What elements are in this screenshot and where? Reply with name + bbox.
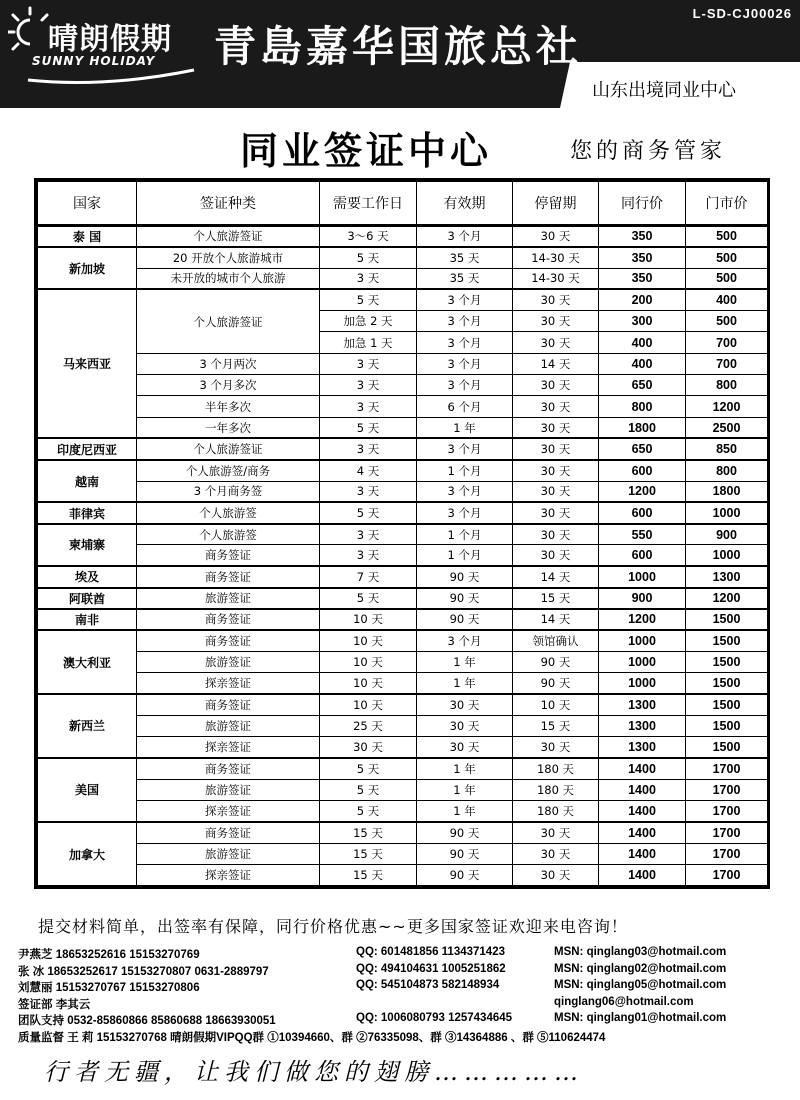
header	[0, 0, 800, 108]
table-row	[38, 566, 768, 587]
validity-cell: 3 个月	[417, 375, 513, 396]
workdays-cell: 4 天	[320, 460, 417, 481]
retail-price-cell: 1700	[686, 864, 768, 885]
visa-type-cell: 个人旅游签证	[137, 226, 320, 247]
slogan: 您的商务管家	[570, 139, 727, 164]
table-row	[38, 630, 768, 651]
visa-type-cell: 旅游签证	[137, 651, 320, 672]
visa-type-cell: 20 开放个人旅游城市	[137, 247, 320, 268]
table-row	[38, 353, 768, 374]
contact-name-phone: 刘慧丽 15153270767 15153270806	[18, 982, 200, 994]
stay-cell: 180 天	[513, 758, 599, 779]
validity-cell: 30 天	[417, 694, 513, 715]
table-row	[38, 588, 768, 609]
visa-type-cell: 探亲签证	[137, 673, 320, 694]
stay-cell: 15 天	[513, 588, 599, 609]
country-cell: 越南	[38, 460, 137, 503]
visa-type-cell: 半年多次	[137, 396, 320, 417]
visa-type-cell: 旅游签证	[137, 715, 320, 736]
table-row	[38, 673, 768, 694]
visa-type-cell: 个人旅游签证	[137, 289, 320, 353]
workdays-cell: 3 天	[320, 545, 417, 566]
retail-price-cell: 1500	[686, 715, 768, 736]
trade-price-cell: 900	[599, 588, 686, 609]
visa-type-cell: 商务签证	[137, 545, 320, 566]
table-row	[38, 502, 768, 523]
visa-type-cell: 商务签证	[137, 609, 320, 630]
contact-name-phone: 张 冰 18653252617 15153270807 0631-2889797	[18, 965, 269, 978]
trade-price-cell: 1400	[599, 801, 686, 822]
retail-price-cell: 700	[686, 332, 768, 353]
country-cell: 澳大利亚	[38, 630, 137, 694]
workdays-cell: 5 天	[320, 417, 417, 438]
logo-text-cn: 晴朗假期	[48, 22, 172, 57]
table-row	[38, 758, 768, 779]
column-header: 同行价	[599, 182, 686, 226]
validity-cell: 1 年	[417, 673, 513, 694]
workdays-cell: 5 天	[320, 502, 417, 523]
retail-price-cell: 1500	[686, 737, 768, 758]
contact-row	[18, 1012, 788, 1029]
visa-type-cell: 探亲签证	[137, 801, 320, 822]
logo-text-en: SUNNY HOLIDAY	[32, 54, 156, 68]
visa-type-cell: 商务签证	[137, 630, 320, 651]
stay-cell: 30 天	[513, 822, 599, 843]
country-cell: 菲律宾	[38, 502, 137, 523]
stay-cell: 30 天	[513, 289, 599, 310]
workdays-cell: 3～6 天	[320, 226, 417, 247]
trade-price-cell: 650	[599, 375, 686, 396]
stay-cell: 30 天	[513, 396, 599, 417]
validity-cell: 1 年	[417, 801, 513, 822]
retail-price-cell: 700	[686, 353, 768, 374]
table-row	[38, 268, 768, 289]
contact-qq: QQ: 494104631 1005251862	[356, 962, 506, 975]
stay-cell: 180 天	[513, 779, 599, 800]
page-title: 同业签证中心	[240, 128, 493, 173]
validity-cell: 6 个月	[417, 396, 513, 417]
workdays-cell: 10 天	[320, 673, 417, 694]
workdays-cell: 10 天	[320, 609, 417, 630]
contact-row	[18, 1029, 788, 1046]
stay-cell: 14-30 天	[513, 247, 599, 268]
workdays-cell: 加急 2 天	[320, 311, 417, 332]
workdays-cell: 10 天	[320, 651, 417, 672]
stay-cell: 15 天	[513, 715, 599, 736]
retail-price-cell: 2500	[686, 417, 768, 438]
country-cell: 埃及	[38, 566, 137, 587]
contact-row	[18, 946, 788, 963]
workdays-cell: 7 天	[320, 566, 417, 587]
validity-cell: 3 个月	[417, 438, 513, 459]
contact-qq: QQ: 601481856 1134371423	[356, 946, 505, 958]
trade-price-cell: 650	[599, 438, 686, 459]
table-row	[38, 737, 768, 758]
table-row	[38, 801, 768, 822]
table-header-row	[38, 182, 768, 226]
visa-type-cell: 旅游签证	[137, 779, 320, 800]
table-row	[38, 779, 768, 800]
validity-cell: 1 个月	[417, 524, 513, 545]
validity-cell: 90 天	[417, 588, 513, 609]
motto: 行者无疆，让我们做您的翅膀……………	[44, 1058, 584, 1086]
workdays-cell: 5 天	[320, 801, 417, 822]
workdays-cell: 加急 1 天	[320, 332, 417, 353]
retail-price-cell: 500	[686, 311, 768, 332]
stay-cell: 90 天	[513, 651, 599, 672]
workdays-cell: 15 天	[320, 843, 417, 864]
workdays-cell: 10 天	[320, 694, 417, 715]
retail-price-cell: 1500	[686, 609, 768, 630]
trade-price-cell: 350	[599, 226, 686, 247]
visa-type-cell: 3 个月两次	[137, 353, 320, 374]
trade-price-cell: 200	[599, 289, 686, 310]
logo-swoosh	[26, 66, 196, 86]
trade-price-cell: 400	[599, 353, 686, 374]
visa-type-cell: 个人旅游签	[137, 524, 320, 545]
retail-price-cell: 800	[686, 375, 768, 396]
contact-name-phone: 尹燕芝 18653252616 15153270769	[18, 949, 200, 961]
visa-type-cell: 旅游签证	[137, 843, 320, 864]
validity-cell: 3 个月	[417, 311, 513, 332]
validity-cell: 30 天	[417, 737, 513, 758]
retail-price-cell: 1000	[686, 502, 768, 523]
trade-price-cell: 1200	[599, 481, 686, 502]
retail-price-cell: 1500	[686, 651, 768, 672]
table-row	[38, 715, 768, 736]
visa-type-cell: 探亲签证	[137, 864, 320, 885]
contact-qq: QQ: 1006080793 1257434645	[356, 1012, 513, 1024]
country-cell: 印度尼西亚	[38, 438, 137, 459]
retail-price-cell: 1300	[686, 566, 768, 587]
table-body	[38, 226, 768, 886]
promo-text: 提交材料简单，出签率有保障，同行价格优惠~~更多国家签证欢迎来电咨询！	[38, 917, 628, 936]
trade-price-cell: 350	[599, 268, 686, 289]
stay-cell: 30 天	[513, 438, 599, 459]
column-header: 国家	[38, 182, 137, 226]
stay-cell: 30 天	[513, 545, 599, 566]
retail-price-cell: 1700	[686, 822, 768, 843]
retail-price-cell: 900	[686, 524, 768, 545]
retail-price-cell: 850	[686, 438, 768, 459]
table-row	[38, 396, 768, 417]
visa-type-cell: 一年多次	[137, 417, 320, 438]
workdays-cell: 5 天	[320, 758, 417, 779]
stay-cell: 30 天	[513, 737, 599, 758]
stay-cell: 30 天	[513, 481, 599, 502]
validity-cell: 90 天	[417, 822, 513, 843]
table-row	[38, 438, 768, 459]
workdays-cell: 3 天	[320, 375, 417, 396]
country-cell: 加拿大	[38, 822, 137, 886]
visa-type-cell: 商务签证	[137, 566, 320, 587]
retail-price-cell: 1700	[686, 801, 768, 822]
stay-cell: 90 天	[513, 673, 599, 694]
visa-type-cell: 个人旅游签证	[137, 438, 320, 459]
logo	[8, 6, 208, 86]
validity-cell: 90 天	[417, 609, 513, 630]
table-row	[38, 864, 768, 885]
workdays-cell: 5 天	[320, 289, 417, 310]
validity-cell: 35 天	[417, 268, 513, 289]
validity-cell: 1 个月	[417, 545, 513, 566]
country-cell: 泰 国	[38, 226, 137, 247]
table-row	[38, 694, 768, 715]
column-header: 需要工作日	[320, 182, 417, 226]
table-row	[38, 226, 768, 247]
visa-type-cell: 商务签证	[137, 822, 320, 843]
table-row	[38, 609, 768, 630]
retail-price-cell: 1800	[686, 481, 768, 502]
workdays-cell: 3 天	[320, 396, 417, 417]
visa-type-cell: 商务签证	[137, 758, 320, 779]
trade-price-cell: 800	[599, 396, 686, 417]
contact-msn: MSN: qinglang05@hotmail.com	[554, 979, 727, 991]
visa-type-cell: 未开放的城市个人旅游	[137, 268, 320, 289]
trade-price-cell: 1400	[599, 758, 686, 779]
visa-type-cell: 3 个月多次	[137, 375, 320, 396]
trade-price-cell: 350	[599, 247, 686, 268]
retail-price-cell: 1700	[686, 758, 768, 779]
table-row	[38, 843, 768, 864]
validity-cell: 1 年	[417, 779, 513, 800]
visa-type-cell: 3 个月商务签	[137, 481, 320, 502]
contact-name-phone: 签证部 李其云	[18, 998, 91, 1011]
workdays-cell: 15 天	[320, 822, 417, 843]
stay-cell: 14 天	[513, 609, 599, 630]
stay-cell: 30 天	[513, 864, 599, 885]
trade-price-cell: 600	[599, 460, 686, 481]
contacts	[18, 946, 788, 1045]
contact-qq: QQ: 545104873 582148934	[356, 979, 500, 991]
retail-price-cell: 1500	[686, 630, 768, 651]
trade-price-cell: 1000	[599, 630, 686, 651]
column-header: 有效期	[417, 182, 513, 226]
workdays-cell: 3 天	[320, 524, 417, 545]
trade-price-cell: 300	[599, 311, 686, 332]
workdays-cell: 3 天	[320, 353, 417, 374]
workdays-cell: 3 天	[320, 268, 417, 289]
stay-cell: 领馆确认	[513, 630, 599, 651]
retail-price-cell: 1200	[686, 396, 768, 417]
retail-price-cell: 400	[686, 289, 768, 310]
workdays-cell: 10 天	[320, 630, 417, 651]
validity-cell: 90 天	[417, 843, 513, 864]
contact-msn: MSN: qinglang03@hotmail.com	[554, 946, 727, 958]
stay-cell: 180 天	[513, 801, 599, 822]
contact-msn: qinglang06@hotmail.com	[554, 995, 694, 1008]
retail-price-cell: 1700	[686, 779, 768, 800]
trade-price-cell: 1800	[599, 417, 686, 438]
title-row	[0, 114, 800, 174]
company-name: 青島嘉华国旅总社	[214, 22, 583, 71]
visa-type-cell: 探亲签证	[137, 737, 320, 758]
stay-cell: 30 天	[513, 311, 599, 332]
table-row	[38, 822, 768, 843]
visa-type-cell: 个人旅游签/商务	[137, 460, 320, 481]
contact-row	[18, 963, 788, 980]
workdays-cell: 30 天	[320, 737, 417, 758]
retail-price-cell: 800	[686, 460, 768, 481]
table-row	[38, 481, 768, 502]
column-header: 门市价	[686, 182, 768, 226]
validity-cell: 90 天	[417, 864, 513, 885]
visa-type-cell: 个人旅游签	[137, 502, 320, 523]
validity-cell: 3 个月	[417, 630, 513, 651]
workdays-cell: 25 天	[320, 715, 417, 736]
stay-cell: 30 天	[513, 524, 599, 545]
contact-msn: MSN: qinglang02@hotmail.com	[554, 962, 727, 975]
workdays-cell: 3 天	[320, 481, 417, 502]
retail-price-cell: 1500	[686, 673, 768, 694]
trade-price-cell: 1300	[599, 694, 686, 715]
table-row	[38, 524, 768, 545]
trade-price-cell: 1200	[599, 609, 686, 630]
trade-price-cell: 400	[599, 332, 686, 353]
country-cell: 阿联酋	[38, 588, 137, 609]
visa-type-cell: 旅游签证	[137, 588, 320, 609]
contact-name-phone: 质量监督 王 莉 15153270768 晴朗假期VIPQQ群 ①10394660、群 ②76335098、群 ③14364886 、群 ⑤110624474	[18, 1031, 606, 1044]
retail-price-cell: 1500	[686, 694, 768, 715]
country-cell: 新加坡	[38, 247, 137, 290]
stay-cell: 30 天	[513, 332, 599, 353]
validity-cell: 1 年	[417, 758, 513, 779]
table-row	[38, 651, 768, 672]
workdays-cell: 5 天	[320, 247, 417, 268]
trade-price-cell: 1400	[599, 779, 686, 800]
stay-cell: 14-30 天	[513, 268, 599, 289]
validity-cell: 3 个月	[417, 332, 513, 353]
validity-cell: 1 个月	[417, 460, 513, 481]
stay-cell: 30 天	[513, 843, 599, 864]
contact-row	[18, 996, 788, 1013]
workdays-cell: 5 天	[320, 779, 417, 800]
table-row	[38, 375, 768, 396]
table-row	[38, 247, 768, 268]
trade-price-cell: 1300	[599, 737, 686, 758]
column-header: 签证种类	[137, 182, 320, 226]
trade-price-cell: 1000	[599, 566, 686, 587]
stay-cell: 30 天	[513, 417, 599, 438]
workdays-cell: 15 天	[320, 864, 417, 885]
retail-price-cell: 1700	[686, 843, 768, 864]
validity-cell: 90 天	[417, 566, 513, 587]
column-header: 停留期	[513, 182, 599, 226]
retail-price-cell: 500	[686, 247, 768, 268]
stay-cell: 30 天	[513, 226, 599, 247]
table-row	[38, 460, 768, 481]
stay-cell: 30 天	[513, 460, 599, 481]
country-cell: 马来西亚	[38, 289, 137, 438]
validity-cell: 3 个月	[417, 353, 513, 374]
validity-cell: 30 天	[417, 715, 513, 736]
validity-cell: 3 个月	[417, 502, 513, 523]
trade-price-cell: 600	[599, 545, 686, 566]
license-code: L-SD-CJ00026	[692, 6, 792, 21]
header-subtitle: 山东出境同业中心	[592, 80, 736, 101]
trade-price-cell: 1300	[599, 715, 686, 736]
validity-cell: 35 天	[417, 247, 513, 268]
country-cell: 柬埔寨	[38, 524, 137, 567]
contact-msn: MSN: qinglang01@hotmail.com	[554, 1012, 727, 1024]
retail-price-cell: 1000	[686, 545, 768, 566]
table-row	[38, 545, 768, 566]
country-cell: 美国	[38, 758, 137, 822]
table-row	[38, 289, 768, 310]
workdays-cell: 5 天	[320, 588, 417, 609]
stay-cell: 30 天	[513, 375, 599, 396]
country-cell: 南非	[38, 609, 137, 630]
trade-price-cell: 550	[599, 524, 686, 545]
retail-price-cell: 1200	[686, 588, 768, 609]
trade-price-cell: 1400	[599, 843, 686, 864]
trade-price-cell: 600	[599, 502, 686, 523]
workdays-cell: 3 天	[320, 438, 417, 459]
retail-price-cell: 500	[686, 268, 768, 289]
stay-cell: 10 天	[513, 694, 599, 715]
table-row	[38, 417, 768, 438]
validity-cell: 1 年	[417, 417, 513, 438]
stay-cell: 14 天	[513, 566, 599, 587]
stay-cell: 14 天	[513, 353, 599, 374]
validity-cell: 3 个月	[417, 226, 513, 247]
trade-price-cell: 1000	[599, 673, 686, 694]
stay-cell: 30 天	[513, 502, 599, 523]
validity-cell: 3 个月	[417, 289, 513, 310]
trade-price-cell: 1400	[599, 864, 686, 885]
validity-cell: 1 年	[417, 651, 513, 672]
validity-cell: 3 个月	[417, 481, 513, 502]
retail-price-cell: 500	[686, 226, 768, 247]
trade-price-cell: 1400	[599, 822, 686, 843]
country-cell: 新西兰	[38, 694, 137, 758]
trade-price-cell: 1000	[599, 651, 686, 672]
contact-name-phone: 团队支持 0532-85860866 85860688 18663930051	[18, 1015, 276, 1027]
visa-price-table	[34, 178, 770, 889]
visa-type-cell: 商务签证	[137, 694, 320, 715]
contact-row	[18, 979, 788, 996]
